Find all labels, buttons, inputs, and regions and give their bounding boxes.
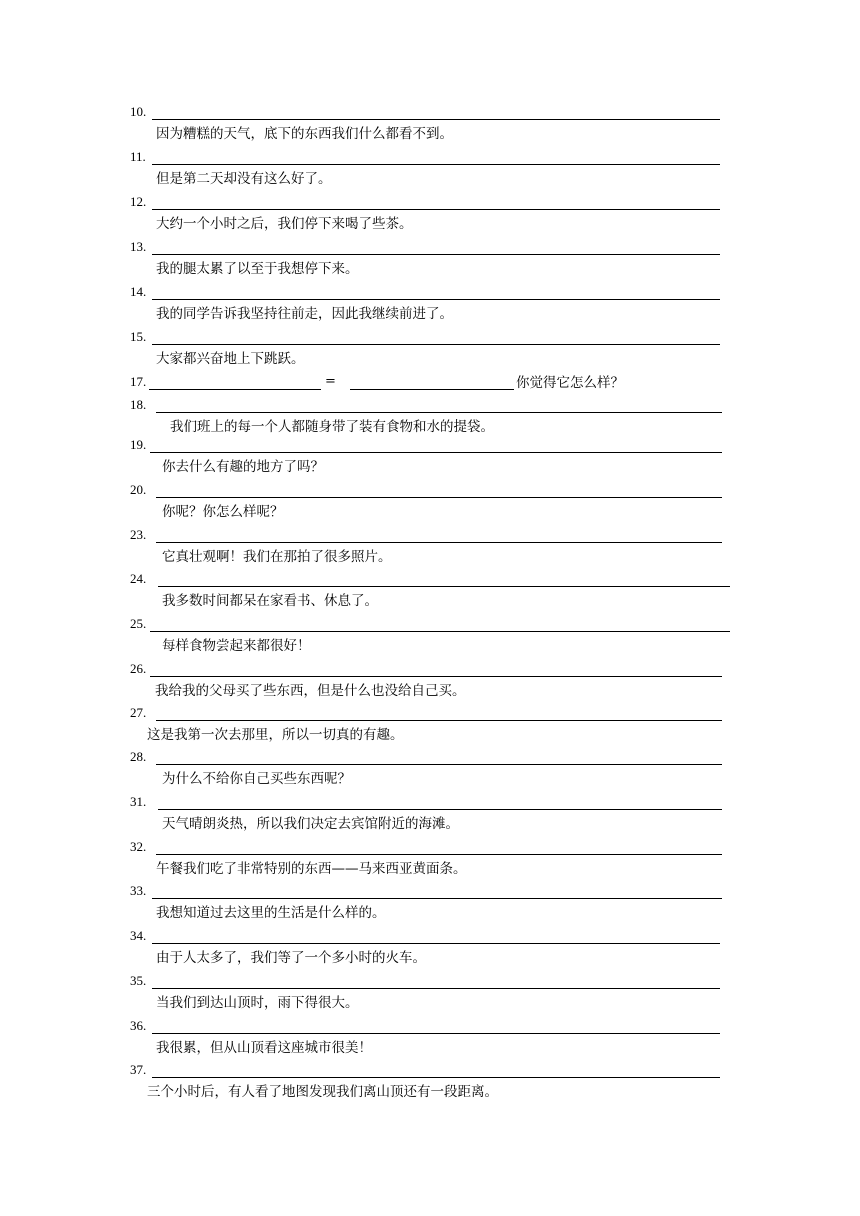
chinese-sentence: 我给我的父母买了些东西，但是什么也没给自己买。 xyxy=(155,683,466,699)
item-number: 34. xyxy=(130,928,147,943)
item-number: 31. xyxy=(130,794,147,809)
chinese-sentence: 但是第二天却没有这么好了。 xyxy=(156,171,332,187)
chinese-sentence: 我想知道过去这里的生活是什么样的。 xyxy=(156,905,386,921)
answer-line[interactable] xyxy=(150,452,722,453)
answer-line[interactable] xyxy=(152,943,720,944)
answer-line[interactable] xyxy=(156,720,722,721)
answer-line[interactable] xyxy=(152,898,722,899)
item-number: 26. xyxy=(130,661,147,676)
exercise-item xyxy=(0,661,860,705)
chinese-sentence: 大家都兴奋地上下跳跃。 xyxy=(156,351,305,367)
item-number: 15. xyxy=(130,329,147,344)
answer-line[interactable] xyxy=(152,299,720,300)
equals-sign: = xyxy=(325,374,336,389)
item-number: 11. xyxy=(130,149,146,164)
answer-line[interactable] xyxy=(152,1077,720,1078)
item-number: 37. xyxy=(130,1062,147,1077)
exercise-item xyxy=(0,928,860,972)
chinese-sentence: 它真壮观啊！我们在那拍了很多照片。 xyxy=(162,549,392,565)
chinese-sentence: 你觉得它怎么样？ xyxy=(516,375,624,391)
answer-line[interactable] xyxy=(156,764,722,765)
exercise-item xyxy=(0,527,860,571)
chinese-sentence: 你呢？你怎么样呢？ xyxy=(162,504,284,520)
chinese-sentence: 这是我第一次去那里，所以一切真的有趣。 xyxy=(147,727,404,743)
chinese-sentence: 天气晴朗炎热，所以我们决定去宾馆附近的海滩。 xyxy=(162,816,459,832)
exercise-item xyxy=(0,239,860,283)
item-number: 32. xyxy=(130,839,147,854)
answer-line[interactable] xyxy=(150,631,730,632)
answer-line[interactable] xyxy=(152,254,720,255)
exercise-item xyxy=(0,482,860,526)
chinese-sentence: 你去什么有趣的地方了吗？ xyxy=(162,459,324,475)
answer-line[interactable] xyxy=(152,119,720,120)
chinese-sentence: 因为糟糕的天气，底下的东西我们什么都看不到。 xyxy=(156,126,453,142)
item-number: 33. xyxy=(130,883,147,898)
item-number: 12. xyxy=(130,194,147,209)
chinese-sentence: 为什么不给你自己买些东西呢？ xyxy=(162,771,351,787)
chinese-sentence: 大约一个小时之后，我们停下来喝了些茶。 xyxy=(156,216,413,232)
exercise-item xyxy=(0,616,860,660)
item-number: 27. xyxy=(130,705,147,720)
answer-line[interactable] xyxy=(152,344,720,345)
answer-line[interactable] xyxy=(152,988,720,989)
exercise-item xyxy=(0,794,860,838)
item-number: 14. xyxy=(130,284,147,299)
item-number: 24. xyxy=(130,571,147,586)
exercise-item xyxy=(0,883,860,927)
item-number: 18. xyxy=(130,397,147,412)
exercise-item-17 xyxy=(0,374,860,398)
exercise-item xyxy=(0,571,860,615)
exercise-item xyxy=(0,149,860,193)
chinese-sentence: 三个小时后，有人看了地图发现我们离山顶还有一段距离。 xyxy=(147,1084,498,1100)
chinese-sentence: 由于人太多了，我们等了一个多小时的火车。 xyxy=(156,950,426,966)
answer-line[interactable] xyxy=(158,586,730,587)
exercise-item xyxy=(0,705,860,749)
item-number: 10. xyxy=(130,104,147,119)
item-number: 23. xyxy=(130,527,147,542)
item-number: 19. xyxy=(130,437,147,452)
answer-line[interactable] xyxy=(152,209,720,210)
answer-line[interactable] xyxy=(152,1033,720,1034)
answer-line[interactable] xyxy=(156,497,722,498)
chinese-sentence: 我的同学告诉我坚持往前走，因此我继续前进了。 xyxy=(156,306,453,322)
answer-blank-left[interactable] xyxy=(149,389,321,390)
answer-line[interactable] xyxy=(158,809,722,810)
answer-line[interactable] xyxy=(150,676,722,677)
item-number: 35. xyxy=(130,973,147,988)
item-number: 28. xyxy=(130,749,147,764)
exercise-item xyxy=(0,194,860,238)
exercise-item xyxy=(0,1018,860,1062)
exercise-item xyxy=(0,1062,860,1106)
chinese-sentence: 当我们到达山顶时，雨下得很大。 xyxy=(156,995,359,1011)
exercise-item xyxy=(0,437,860,481)
item-number: 20. xyxy=(130,482,147,497)
item-number: 36. xyxy=(130,1018,147,1033)
exercise-item xyxy=(0,284,860,328)
chinese-sentence: 午餐我们吃了非常特别的东西——马来西亚黄面条。 xyxy=(156,861,467,877)
chinese-sentence: 我很累，但从山顶看这座城市很美！ xyxy=(156,1040,372,1056)
chinese-sentence: 我多数时间都呆在家看书、休息了。 xyxy=(162,593,378,609)
answer-line[interactable] xyxy=(152,164,720,165)
item-number: 13. xyxy=(130,239,147,254)
answer-line[interactable] xyxy=(156,854,722,855)
item-number: 17. xyxy=(130,374,147,389)
exercise-item xyxy=(0,749,860,793)
exercise-item xyxy=(0,973,860,1017)
item-number: 25. xyxy=(130,616,147,631)
exercise-item xyxy=(0,397,860,441)
exercise-item xyxy=(0,329,860,373)
answer-line[interactable] xyxy=(156,542,722,543)
exercise-item xyxy=(0,839,860,883)
exercise-item xyxy=(0,104,860,148)
chinese-sentence: 我的腿太累了以至于我想停下来。 xyxy=(156,261,359,277)
answer-blank-right[interactable] xyxy=(350,389,514,390)
chinese-sentence: 我们班上的每一个人都随身带了装有食物和水的提袋。 xyxy=(170,419,494,435)
chinese-sentence: 每样食物尝起来都很好！ xyxy=(162,638,311,654)
answer-line[interactable] xyxy=(156,412,722,413)
